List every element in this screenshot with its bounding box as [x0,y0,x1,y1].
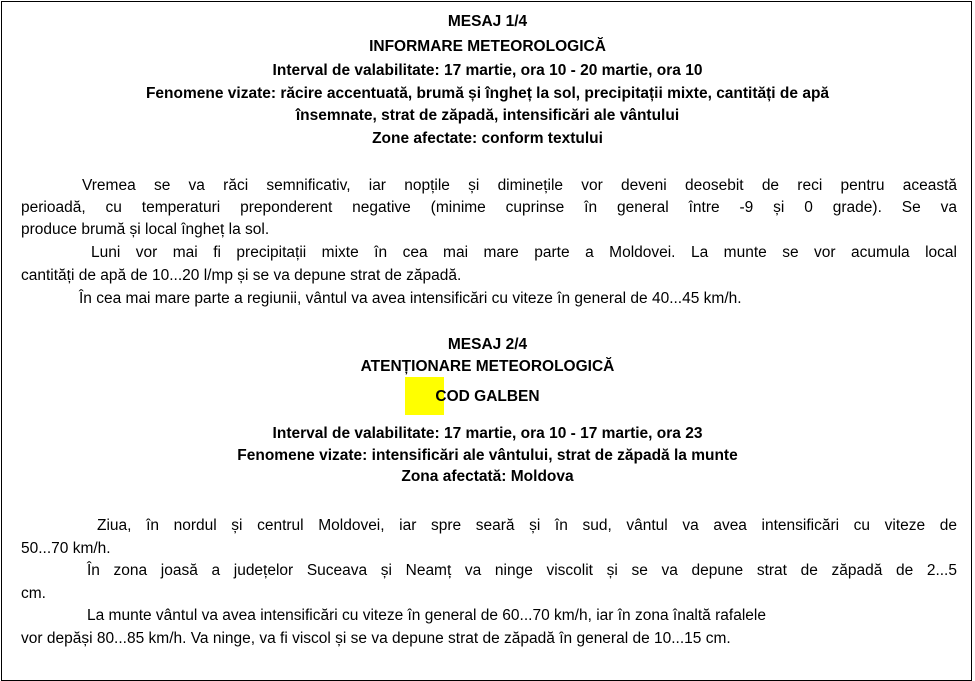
msg2-body-line: În zona joasă a județelor Suceava și Neamț va ninge viscolit și se va depune strat de zăpadă de 2...5 [87,562,957,579]
msg1-zones: Zone afectate: conform textului [372,130,603,147]
msg1-body-line: produce brumă și local îngheț la sol. [21,221,270,238]
msg1-type: INFORMARE METEOROLOGICĂ [369,38,606,55]
msg2-phenomena: Fenomene vizate: intensificări ale vântului, strat de zăpadă la munte [237,447,738,464]
msg2-body-line: Ziua, în nordul și centrul Moldovei, iar spre seară și în sud, vântul va avea intensificări cu viteze de [97,517,957,534]
msg1-title: MESAJ 1/4 [447,13,528,30]
msg1-body-line: cantități de apă de 10...20 l/mp și se va depune strat de zăpadă. [21,267,462,284]
msg2-body-line: cm. [21,585,46,602]
msg2-title: MESAJ 2/4 [447,336,528,353]
msg2-body-line: La munte vântul va avea intensificări cu viteze în general de 60...70 km/h, iar în zona înaltă rafalele [87,607,766,624]
msg2-interval: Interval de valabilitate: 17 martie, ora 10 - 17 martie, ora 23 [272,425,703,442]
msg1-body-line: Vremea se va răci semnificativ, iar nopțile și diminețile vor deveni deosebit de reci pentru această [82,177,957,194]
msg1-body-line: perioadă, cu temperaturi preponderent negative (minime cuprinse în general între -9 și 0 grade). Se va [21,199,957,216]
msg1-phenomena-line1: Fenomene vizate: răcire accentuată, brumă și îngheț la sol, precipitații mixte, cantități de apă [145,85,830,102]
msg2-body-line: vor depăși 80...85 km/h. Va ninge, va fi viscol și se va depune strat de zăpadă în general de 10...15 cm. [21,630,731,647]
msg1-interval: Interval de valabilitate: 17 martie, ora 10 - 20 martie, ora 10 [272,62,703,79]
msg2-type: ATENȚIONARE METEOROLOGICĂ [360,358,615,375]
msg2-zone: Zona afectată: Moldova [401,468,574,485]
msg1-phenomena-line2: însemnate, strat de zăpadă, intensificări ale vântului [295,107,680,124]
msg2-code: COD GALBEN [435,388,540,405]
msg1-body-line: În cea mai mare parte a regiunii, vântul va avea intensificări cu viteze în general de 40...45 km/h. [79,290,742,307]
msg1-body-line: Luni vor mai fi precipitații mixte în cea mai mare parte a Moldovei. La munte se vor acumula local [91,244,957,261]
msg2-body-line: 50...70 km/h. [21,540,111,557]
